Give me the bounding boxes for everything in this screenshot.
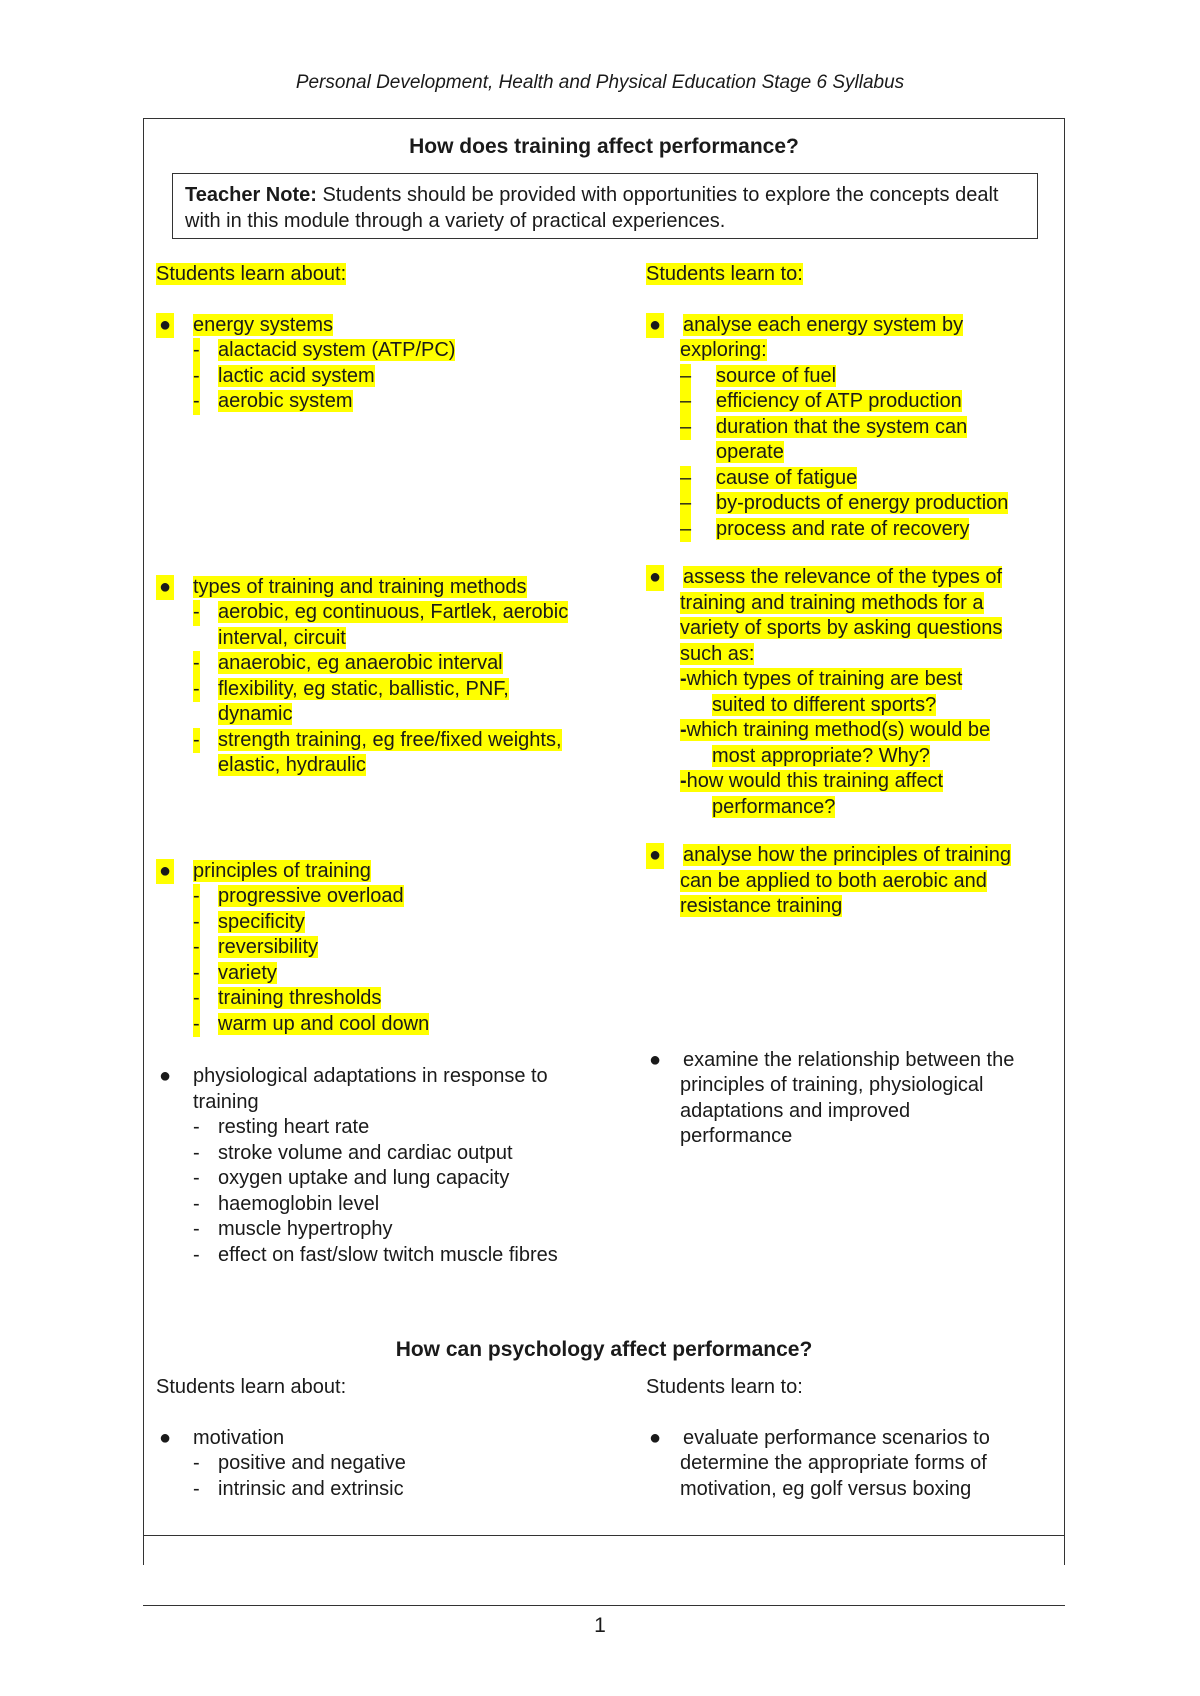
learn-to-heading: Students learn to:	[646, 263, 803, 285]
sub-item: strength training, eg free/fixed weights,	[218, 728, 562, 751]
list-item: ● types of training and training methods	[156, 575, 596, 601]
sub-item: resting heart rate	[218, 1116, 370, 1138]
page-number: 1	[594, 1614, 606, 1637]
page-header: Personal Development, Health and Physical Education Stage 6 Syllabus	[295, 72, 905, 93]
sub-item: positive and negative	[218, 1452, 406, 1474]
teacher-note-box	[172, 173, 1038, 239]
psych-learn-about-column: Students learn about: ● motivation - positive and negative - intrinsic and extrinsic	[156, 1375, 596, 1502]
question-item: -which training method(s) would be	[680, 719, 991, 741]
psych-learn-to-column: Students learn to: ● evaluate performance scenarios to determine the appropriate forms of motivation, eg golf versus boxing	[646, 1375, 1056, 1502]
sub-item: warm up and cool down	[218, 1012, 430, 1035]
bullet-icon: ●	[648, 1048, 662, 1071]
sub-item: aerobic system	[218, 390, 353, 412]
sub-item: by-products of energy production	[716, 492, 1009, 514]
list-item: ● energy systems	[156, 313, 596, 339]
teacher-note-label: Teacher Note:	[185, 184, 317, 206]
list-item: ● motivation	[156, 1426, 596, 1452]
sub-item: variety	[218, 961, 277, 984]
sub-item: lactic acid system	[218, 364, 375, 387]
sub-item: intrinsic and extrinsic	[218, 1477, 404, 1500]
learn-to-column: Students learn to: ● analyse each energy system by exploring: – source of fuel – efficiency of ATP production – duration that the system can operate – cause of fatigue – by-products of energy production – process and rate of recovery ● assess the relevance of the types of training and training methods for a variety of sports by asking questions such as: -which types of training are best suited to different sports? -which training method(s) would be most appropriate? Why? -how would this training affect performance? ● analyse how the principles of training can be applied to both aerobic and resistance training ● examine the relationship between the principles of training, physiological adaptations and improved performance	[646, 262, 1056, 1150]
sub-item: muscle hypertrophy	[218, 1218, 393, 1240]
bullet-icon: ●	[646, 843, 664, 869]
bullet-icon: ●	[646, 313, 664, 339]
list-item: ● assess the relevance of the types of	[646, 565, 1056, 591]
bullet-icon: ●	[156, 859, 174, 885]
sub-item: cause of fatigue	[716, 466, 858, 489]
sub-item: efficiency of ATP production	[716, 390, 962, 412]
sub-item: anaerobic, eg anaerobic interval	[218, 652, 503, 674]
sub-item: aerobic, eg continuous, Fartlek, aerobic	[218, 601, 569, 623]
list-item: ● evaluate performance scenarios to	[646, 1426, 1056, 1452]
psych-learn-about-heading: Students learn about:	[156, 1376, 347, 1398]
bullet-icon: ●	[646, 565, 664, 591]
sub-item: specificity	[218, 910, 305, 933]
list-item: ● principles of training	[156, 859, 596, 885]
sub-item: oxygen uptake and lung capacity	[218, 1167, 510, 1189]
list-item: ● analyse each energy system by	[646, 313, 1056, 339]
question-item: -which types of training are best	[680, 668, 963, 690]
sub-item: stroke volume and cardiac output	[218, 1141, 513, 1164]
bullet-icon: ●	[156, 575, 174, 601]
section-title-psychology: How can psychology affect performance?	[395, 1338, 813, 1361]
list-item: ● physiological adaptations in response to	[156, 1064, 596, 1090]
psych-learn-to-heading: Students learn to:	[646, 1376, 803, 1398]
footer-rule	[143, 1605, 1065, 1606]
sub-item: reversibility	[218, 936, 319, 958]
sub-item: alactacid system (ATP/PC)	[218, 339, 456, 361]
section-title-training: How does training affect performance?	[409, 135, 799, 158]
learn-about-column: Students learn about: ● energy systems - alactacid system (ATP/PC) - lactic acid system - aerobic system ● types of training and training methods - aerobic, eg continuous, Fartlek, aerobic interval, circuit - anaerobic, eg anaerobic interval - flexibility, eg static, ballistic, PNF, dynamic - strength training, eg free/fixed weights, elastic, hydraulic ● principles of training - progressive overload - specificity - reversibility - variety - training thresholds - warm up and cool down ● physiological adaptations in response to training - resting heart rate - stroke volume and cardiac output - oxygen uptake and lung capacity - haemoglobin level - muscle hypertrophy - effect on fast/slow twitch muscle fibres	[156, 262, 596, 1268]
content-table	[143, 118, 1065, 1565]
sub-item: training thresholds	[218, 987, 382, 1009]
table-divider	[144, 1535, 1064, 1536]
bullet-icon: ●	[158, 1426, 172, 1449]
sub-item: process and rate of recovery	[716, 517, 970, 540]
bullet-icon: ●	[648, 1426, 662, 1449]
sub-item: source of fuel	[716, 364, 837, 387]
sub-item: flexibility, eg static, ballistic, PNF,	[218, 677, 509, 700]
list-item: ● examine the relationship between the	[646, 1048, 1056, 1074]
bullet-icon: ●	[158, 1065, 172, 1087]
teacher-note-text: Students should be provided with opportunities to explore the concepts dealt with in this module through a variety of practical experiences.	[185, 184, 999, 232]
sub-item: progressive overload	[218, 885, 404, 907]
bullet-icon: ●	[156, 313, 174, 339]
list-item: ● analyse how the principles of training	[646, 843, 1056, 869]
question-item: -how would this training affect	[680, 770, 944, 792]
learn-about-heading: Students learn about:	[156, 263, 347, 285]
sub-item: haemoglobin level	[218, 1192, 380, 1215]
sub-item: effect on fast/slow twitch muscle fibres	[218, 1243, 558, 1266]
sub-item: duration that the system can	[716, 415, 968, 438]
